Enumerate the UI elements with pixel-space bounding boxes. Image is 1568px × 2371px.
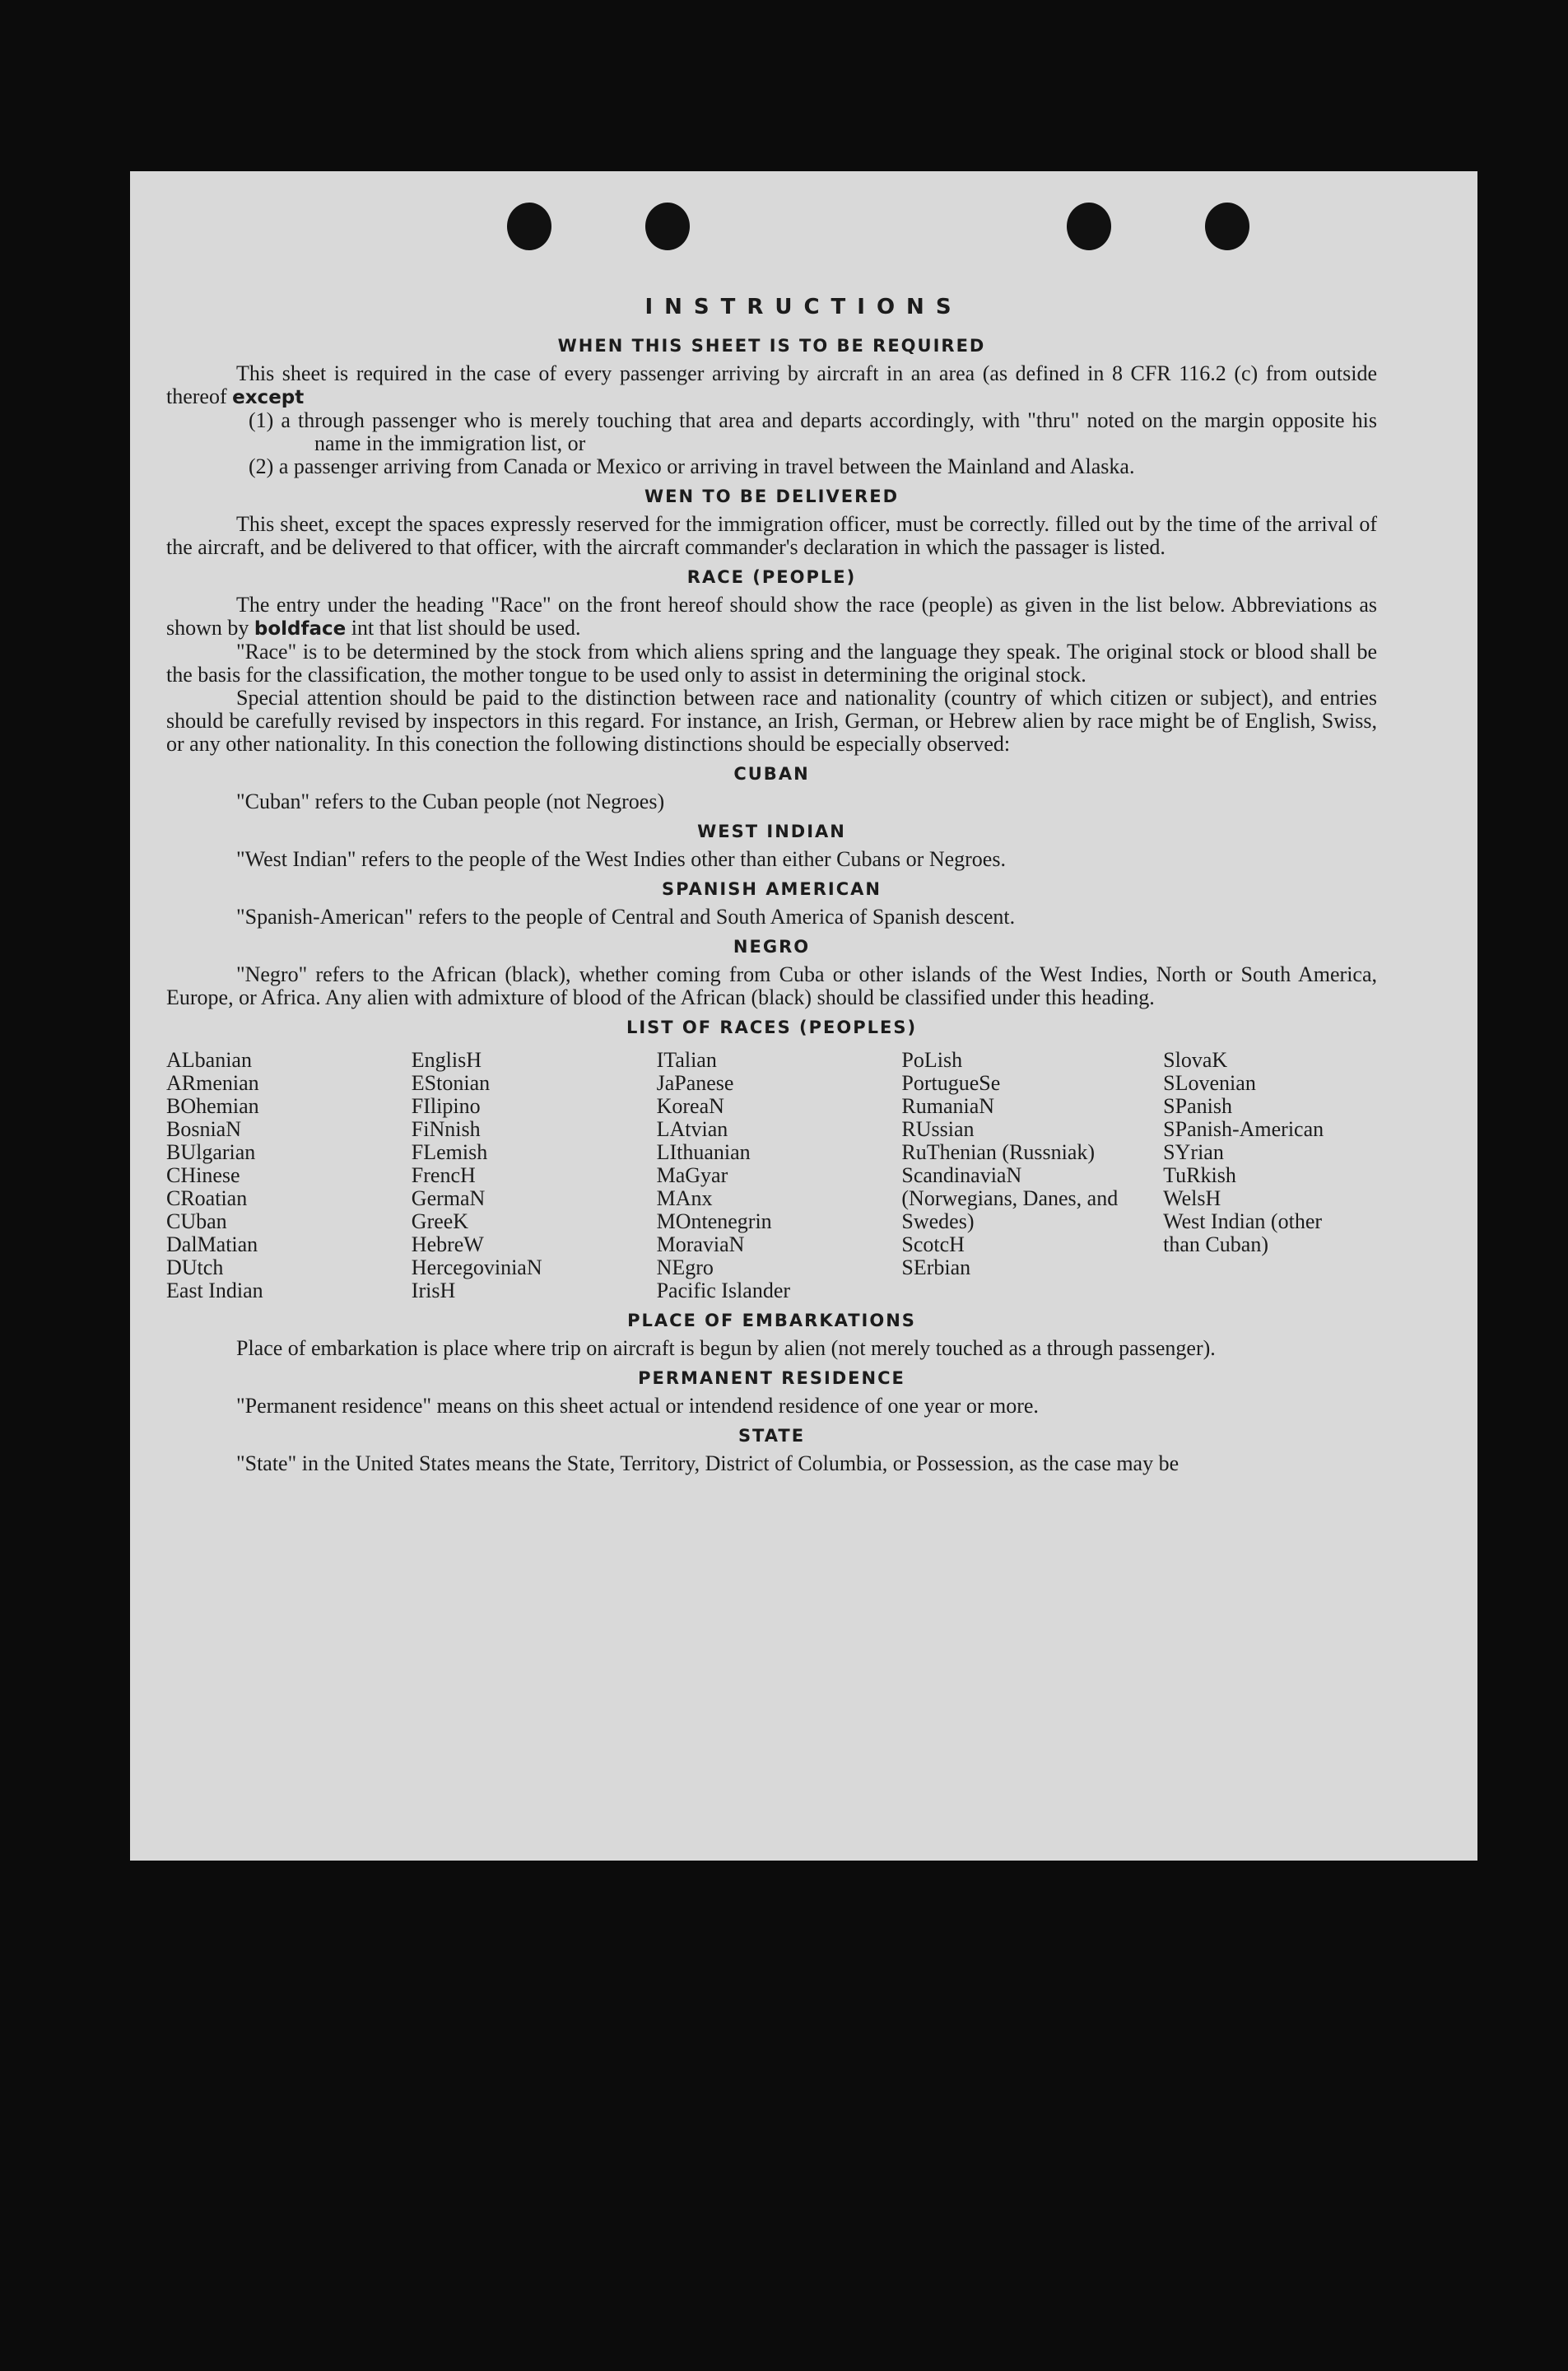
race-entry: BosniaN [166,1117,241,1141]
boldface-word: boldface [254,618,347,640]
race-entry: DalMatian [166,1232,258,1256]
list-of-races-heading: LIST OF RACES (PEOPLES) [626,1018,918,1037]
when-required-item-1: (1) a through passenger who is merely touching that area and departs accordingly, with "thru" noted on the margin opposite his name in the immigration list, or [249,408,1377,455]
race-entry: PoLish [901,1048,963,1072]
race-entry: ALbanian [166,1048,252,1072]
when-required-intro [166,362,1377,409]
embarkation-heading: PLACE OF EMBARKATIONS [627,1311,916,1330]
race-entry: DUtch [166,1255,224,1279]
permanent-residence-heading: PERMANENT RESIDENCE [638,1368,905,1388]
races-column-2 [412,1049,657,1302]
race-entry: GreeK [411,1209,469,1233]
race-entry: BUlgarian [166,1140,256,1164]
punch-hole-3 [1067,203,1111,250]
race-entry: LIthuanian [656,1140,751,1164]
race-p1-start: The entry under the heading "Race" on the front hereof should show the race (people) as given in the list below. Abbreviations as shown by [166,593,1377,640]
races-column-4 [901,1049,1163,1302]
race-entry: EnglisH [411,1048,482,1072]
cuban-text: "Cuban" refers to the Cuban people (not Negroes) [236,790,665,813]
race-entry: EStonian [411,1071,491,1095]
when-delivered-heading: WEN TO BE DELIVERED [644,487,900,506]
except-word: except [232,387,305,408]
races-column-5 [1163,1049,1377,1302]
race-entry: NEgro [656,1255,714,1279]
race-entry: MAnx [656,1186,713,1210]
race-entry: RumaniaN [901,1094,995,1118]
west-indian-heading: WEST INDIAN [697,822,846,841]
race-entry: CHinese [166,1163,240,1187]
when-required-intro-text: This sheet is required in the case of every passenger arriving by aircraft in an area (as defined in 8 CFR 116.2 (c) from outside thereof [166,361,1377,408]
race-entry: PortugueSe [901,1071,1001,1095]
embarkation-text: Place of embarkation is place where trip on aircraft is begun by alien (not merely touched as a through passenger). [236,1336,1216,1360]
page-title: INSTRUCTIONS [644,295,963,319]
negro-heading: NEGRO [733,937,811,957]
when-required-item-2: (2) a passenger arriving from Canada or Mexico or arriving in travel between the Mainland and Alaska. [249,454,1135,478]
instructions-body [166,328,1377,1475]
race-paragraph-1 [166,594,1377,640]
west-indian-text: "West Indian" refers to the people of the West Indies other than either Cubans or Negroes. [236,847,1006,871]
race-entry: ITalian [656,1048,717,1072]
permanent-residence-text: "Permanent residence" means on this sheet actual or intendend residence of one year or more. [236,1394,1039,1418]
race-entry: KoreaN [656,1094,724,1118]
race-entry: ScotcH [901,1232,965,1256]
race-entry: SLovenian [1163,1071,1256,1095]
race-entry: FLemish [411,1140,488,1164]
race-entry: SPanish [1163,1094,1232,1118]
race-entry: HercegoviniaN [411,1255,542,1279]
punch-hole-4 [1205,203,1249,250]
cuban-heading: CUBAN [733,764,810,784]
negro-text: "Negro" refers to the African (black), whether coming from Cuba or other islands of the West Indies, North or South America, Europe, or Africa. Any alien with admixture of blood of the African (black) should be classified under this heading. [166,962,1377,1009]
race-p1-end: int that list should be used. [351,616,581,640]
race-entry: ARmenian [166,1071,259,1095]
race-paragraph-2: "Race" is to be determined by the stock from which aliens spring and the language they speak. The original stock or blood shall be the basis for the classification, the mother tongue to be used only to assist in determining the original stock. [166,640,1377,687]
when-required-heading: WHEN THIS SHEET IS TO BE REQUIRED [557,336,986,356]
state-text: "State" in the United States means the State, Territory, District of Columbia, or Possession, as the case may be [236,1451,1179,1475]
race-entry: RuThenian (Russniak) [901,1140,1096,1164]
race-entry: GermaN [411,1186,486,1210]
race-entry: JaPanese [656,1071,734,1095]
punch-hole-1 [507,203,551,250]
spanish-american-heading: SPANISH AMERICAN [662,879,882,899]
race-entry: FiNnish [411,1117,481,1141]
race-entry: SYrian [1163,1140,1224,1164]
race-entry: CUban [166,1209,227,1233]
race-entry: RUssian [901,1117,975,1141]
race-entry: West Indian (other than Cuban) [1163,1209,1323,1256]
race-entry: CRoatian [166,1186,248,1210]
races-list [166,1049,1377,1302]
state-heading: STATE [737,1426,806,1446]
race-entry: BOhemian [166,1094,259,1118]
race-entry: HebreW [411,1232,484,1256]
race-entry: East Indian [166,1279,263,1302]
race-entry: FIlipino [411,1094,481,1118]
race-entry: SlovaK [1163,1048,1228,1072]
race-entry: MoraviaN [656,1232,745,1256]
race-paragraph-3: Special attention should be paid to the distinction between race and nationality (country of which citizen or subject), and entries should be carefully revised by inspectors in this regard. For instance, an Irish, German, or Hebrew alien by race might be of English, Swiss, or any other nationality. In this conection the following distinctions should be especially observed: [166,686,1377,756]
race-entry: TuRkish [1163,1163,1236,1187]
race-entry: IrisH [411,1279,456,1302]
race-entry: ScandinaviaN (Norwegians, Danes, and Swedes) [901,1163,1119,1233]
race-entry: FrencH [411,1163,476,1187]
race-entry: SPanish-American [1163,1117,1324,1141]
races-column-1 [166,1049,412,1302]
when-delivered-text: This sheet, except the spaces expressly reserved for the immigration officer, must be correctly. filled out by the time of the arrival of the aircraft, and be delivered to that officer, with the aircraft commander's declaration in which the passager is listed. [166,512,1377,559]
punch-hole-2 [645,203,690,250]
race-entry: MOntenegrin [656,1209,772,1233]
race-entry: SErbian [901,1255,971,1279]
race-entry: MaGyar [656,1163,728,1187]
spanish-american-text: "Spanish-American" refers to the people of Central and South America of Spanish descent. [236,905,1016,929]
race-entry: LAtvian [656,1117,728,1141]
race-entry: Pacific Islander [656,1279,791,1302]
race-entry: WelsH [1163,1186,1221,1210]
race-heading: RACE (PEOPLE) [686,567,857,587]
races-column-3 [657,1049,902,1302]
instruction-sheet [130,171,1477,1861]
